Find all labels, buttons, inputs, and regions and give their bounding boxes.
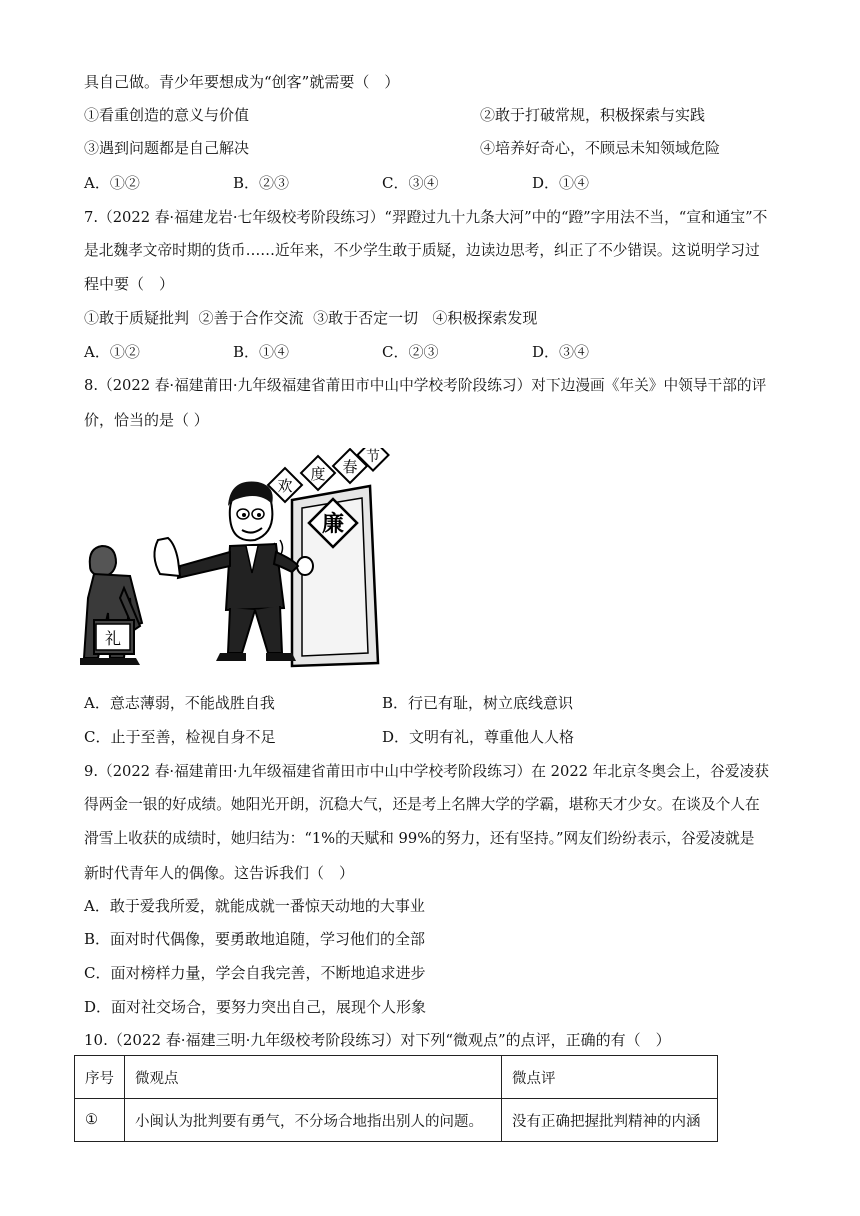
q7-option-a: A．①② [84, 343, 140, 361]
q6-stem-tail: 具自己做。青少年要想成为“创客”就需要（ ） [84, 73, 400, 91]
q6-option-d: D．①④ [532, 174, 590, 192]
q9-option-c: C．面对榜样力量，学会自我完善，不断地追求进步 [84, 964, 426, 982]
banner-char-3: 春 [342, 458, 358, 476]
q9-stem-line-4: 新时代青年人的偶像。这告诉我们（ ） [84, 864, 355, 882]
table-header-row [75, 1056, 718, 1099]
year-end-cartoon [80, 448, 390, 678]
q10-table [74, 1055, 718, 1142]
q7-stem-line-3: 程中要（ ） [84, 275, 175, 293]
door-sign-char: 廉 [321, 512, 345, 537]
q6-item-3: ③遇到问题都是自己解决 [84, 139, 250, 157]
q6-item-2: ②敢于打破常规，积极探索与实践 [480, 106, 706, 124]
table-cell-view: 小闽认为批判要有勇气，不分场合地指出别人的问题。 [125, 1099, 502, 1142]
q6-option-c: C．③④ [382, 174, 439, 192]
q7-stem-line-2: 是北魏孝文帝时期的货币……近年来，不少学生敢于质疑，边读边思考，纠正了不少错误。这说明学习过 [84, 242, 760, 259]
q6-option-a: A．①② [84, 174, 140, 192]
door [274, 486, 378, 666]
q9-stem-line-3: 滑雪上收获的成绩时，她归结为：“1%的天赋和 99%的努力，还有坚持。”网友们纷纷表示，谷爱凌就是 [84, 830, 755, 847]
q8-stem-line-2: 价，恰当的是（ ） [84, 411, 209, 429]
banner-char-1: 欢 [277, 477, 293, 495]
q7-option-c: C．②③ [382, 343, 439, 361]
official-figure [154, 482, 298, 662]
q6-item-4: ④培养好奇心，不顾忌未知领域危险 [480, 139, 721, 157]
banner-char-2: 度 [310, 465, 326, 483]
table-header-view: 微观点 [125, 1056, 502, 1099]
q9-option-d: D．面对社交场合，要努力突出自己，展现个人形象 [84, 998, 427, 1016]
q7-option-b: B．①④ [233, 343, 290, 361]
q8-option-b: B．行已有耻，树立底线意识 [382, 694, 574, 712]
q8-option-a: A．意志薄弱，不能战胜自我 [84, 694, 275, 712]
q8-option-d: D．文明有礼，尊重他人人格 [382, 728, 575, 746]
q8-stem-line-1: 8.（2022 春·福建莆田·九年级福建省莆田市中山中学校考阶段练习）对下边漫画《年关》中领导干部的评 [84, 377, 767, 394]
table-cell-index: ① [75, 1099, 125, 1142]
banner-char-4: 节 [366, 449, 380, 465]
banner-diamond-1 [268, 468, 302, 502]
q6-item-1: ①看重创造的意义与价值 [84, 106, 250, 124]
q8-option-c: C．止于至善，检视自身不足 [84, 728, 276, 746]
q9-stem-line-1: 9.（2022 春·福建莆田·九年级福建省莆田市中山中学校考阶段练习）在 2022 年北京冬奥会上，谷爱凌获 [84, 763, 769, 780]
gift-bag-char: 礼 [104, 629, 122, 648]
table-row [75, 1099, 718, 1142]
banner-diamond-2 [301, 456, 335, 490]
q7-option-d: D．③④ [532, 343, 590, 361]
q9-option-a: A．敢于爱我所爱，就能成就一番惊天动地的大事业 [84, 897, 425, 915]
gift-giver-figure [80, 546, 142, 665]
table-header-index: 序号 [75, 1056, 125, 1099]
q10-stem: 10.（2022 春·福建三明·九年级校考阶段练习）对下列“微观点”的点评，正确的有（ ） [84, 1031, 671, 1049]
table-cell-comment: 没有正确把握批判精神的内涵 [502, 1099, 718, 1142]
q9-option-b: B．面对时代偶像，要勇敢地追随，学习他们的全部 [84, 930, 426, 948]
q6-option-b: B．②③ [233, 174, 290, 192]
q9-stem-line-2: 得两金一银的好成绩。她阳光开朗，沉稳大气，还是考上名牌大学的学霸，堪称天才少女。在谈及个人在 [84, 796, 760, 813]
table-header-comment: 微点评 [502, 1056, 718, 1099]
q7-items: ①敢于质疑批判 ②善于合作交流 ③敢于否定一切 ④积极探索发现 [84, 309, 538, 327]
q7-stem-line-1: 7.（2022 春·福建龙岩·七年级校考阶段练习）“羿蹬过九十九条大河”中的“蹬”字用法不当，“宣和通宝”不 [84, 209, 768, 226]
